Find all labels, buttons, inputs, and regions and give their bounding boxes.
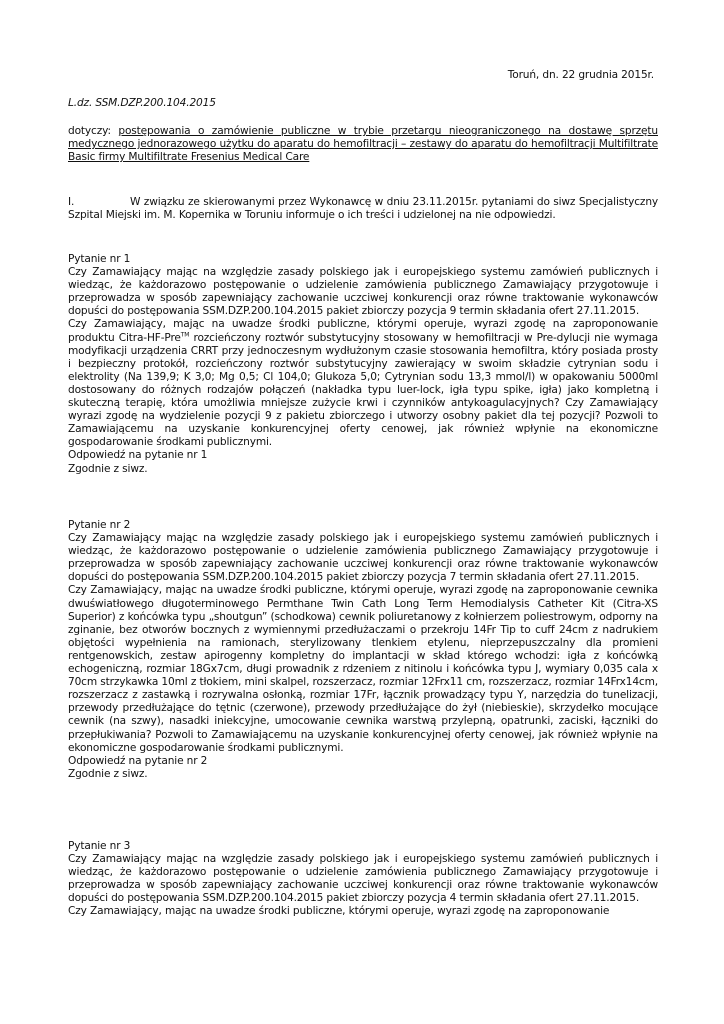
question-text-part: Czy Zamawiający, mając na uwadze środki publiczne, którymi operuje, wyrazi zgodę na zaproponowanie produktu Citra-HF-Pre [68,318,658,344]
answer-title: Odpowiedź na pytanie nr 2 [68,754,208,767]
answer-text: Zgodnie z siwz. [68,767,148,780]
section-1-text: W związku ze skierowanymi przez Wykonawcę w dniu 23.11.2015r. pytaniami do siwz Specjalistyczny Szpital Miejski im. M. Kopernika w Toruniu informuje o ich treści i udzielonej na nie odpowiedzi. [68,196,658,222]
trademark-sup: TM [180,331,190,339]
subject-text: postępowania o zamówienie publiczne w trybie przetargu nieograniczonego na dostawę sprzętu medycznego jednorazowego użytku do aparatu do hemofiltracji – zestawy do aparatu do hemofiltracji Multifiltrate Basic firmy Multifiltrate Fresenius Medical Care [68,125,658,164]
question-paragraph [68,318,658,449]
document-date: Toruń, dn. 22 grudnia 2015r. [507,69,654,81]
question-paragraph: Czy Zamawiający mając na względzie zasady polskiego jak i europejskiego systemu zamówień publicznych i wiedząc, że każdorazowo postępowanie o udzielenie zamówienia publicznego Zamawiający przygotowuje i przeprowadza w sposób zapewniający zachowanie uczciwej konkurencji oraz równe traktowanie wykonawców dopuści do postępowania SSM.DZP.200.104.2015 pakiet zbiorczy pozycja 9 termin składania ofert 27.11.2015. [68,266,658,318]
subject [68,125,658,164]
question-paragraph: Czy Zamawiający mając na względzie zasady polskiego jak i europejskiego systemu zamówień publicznych i wiedząc, że każdorazowo postępowanie o udzielenie zamówienia publicznego Zamawiający przygotowuje i przeprowadza w sposób zapewniający zachowanie uczciwej konkurencji oraz równe traktowanie wykonawców dopuści do postępowania SSM.DZP.200.104.2015 pakiet zbiorczy pozycja 7 termin składania ofert 27.11.2015. [68,532,658,584]
question-title: Pytanie nr 1 [68,253,131,265]
answer-title: Odpowiedź na pytanie nr 1 [68,449,208,462]
section-1-number: I. [68,196,75,208]
question-1 [68,253,658,476]
question-paragraph: Czy Zamawiający, mając na uwadze środki publiczne, którymi operuje, wyrazi zgodę na zaproponowanie [68,905,610,918]
question-2 [68,519,658,781]
question-3 [68,840,658,919]
subject-label: dotyczy: [68,125,119,137]
answer-text: Zgodnie z siwz. [68,462,148,475]
question-title: Pytanie nr 2 [68,519,131,531]
question-paragraph: Czy Zamawiający mając na względzie zasady polskiego jak i europejskiego systemu zamówień publicznych i wiedząc, że każdorazowo postępowanie o udzielenie zamówienia publicznego Zamawiający przygotowuje i przeprowadza w sposób zapewniający zachowanie uczciwej konkurencji oraz równe traktowanie wykonawców dopuści do postępowania SSM.DZP.200.104.2015 pakiet zbiorczy pozycja 4 termin składania ofert 27.11.2015. [68,853,658,905]
question-text-part: rozcieńczony roztwór substytucyjny stosowany w hemofiltracji w Pre-dylucji nie wymaga modyfikacji urządzenia CRRT przy jednoczesnym wydłużonym czasie stosowania hemofiltra, który posiada prosty i bezpieczny protokół, rozcieńczony roztwór substytucyjny zawierający w swoim składzie cytrynian sodu i elektrolity (Na 139,9; K 3,0; Mg 0,5; Cl 104,0; Glukoza 5,0; Cytrynian sodu 13,3 mmol/l) w opakowaniu 5000ml dostosowany do różnych rodzajów połączeń (nakładka typu luer-lock, igła typu spike, igła) jako kompletną i skuteczną terapię, która umożliwia mniejsze zużycie krwi i czynników antykoagulacyjnych? Czy Zamawiający wyrazi zgodę na wydzielenie pozycji 9 z pakietu zbiorczego i utworzy osobny pakiet dla tej pozycji? Pozwoli to Zamawiającemu na uzyskanie konkurencyjnej oferty cenowej, jak również wpłynie na ekonomiczne gospodarowanie środkami publicznymi. [68,331,658,449]
question-paragraph: Czy Zamawiający, mając na uwadze środki publiczne, którymi operuje, wyrazi zgodę na zaproponowanie cewnika dwuświatłowego długoterminowego Permthane Twin Cath Long Term Hemodialysis Catheter Kit (Citra-XS Superior) z końcówka typu „shoutgun” (schodkowa) cewnik poliuretanowy z kołnierzem poliestrowym, odporny na zginanie, bez otworów bocznych z wymiennymi przedłużaczami o przekroju 14Fr Tip to cuff 24cm z nadrukiem objętości wypełnienia na ramionach, sterylizowany tlenkiem etylenu, nieprzepuszczalny dla promieni rentgenowskich, zestaw apirogenny kompletny do implantacji w skład którego wchodzi: igła z końcówką echogeniczną, rozmiar 18Gx7cm, długi prowadnik z rdzeniem z nitinolu i końcówka typu J, wymiary 0,035 cala x 70cm strzykawka 10ml z tłokiem, mini skalpel, rozszerzacz, rozmiar 12Frx11 cm, rozszerzacz, rozmiar 14Frx14cm, rozszerzacz z zastawką i rozrywalna osłonką, rozmiar 17Fr, łącznik prowadzący typu Y, narzędzia do tunelizacji, przewody przedłużające do tętnic (czerwone), przewody przedłużające do żył (niebieskie), skrzydełko mocujące cewnik (na szwy), nasadki iniekcyjne, umocowanie cewnika warstwą przylepną, opatrunki, zaciski, łączniki do przepłukiwania? Pozwoli to Zamawiającemu na uzyskanie konkurencyjnej oferty cenowej, jak również wpłynie na ekonomiczne gospodarowanie środkami publicznymi. [68,584,658,754]
section-1 [68,196,658,222]
question-title: Pytanie nr 3 [68,840,131,852]
reference-number: L.dz. SSM.DZP.200.104.2015 [68,97,216,109]
